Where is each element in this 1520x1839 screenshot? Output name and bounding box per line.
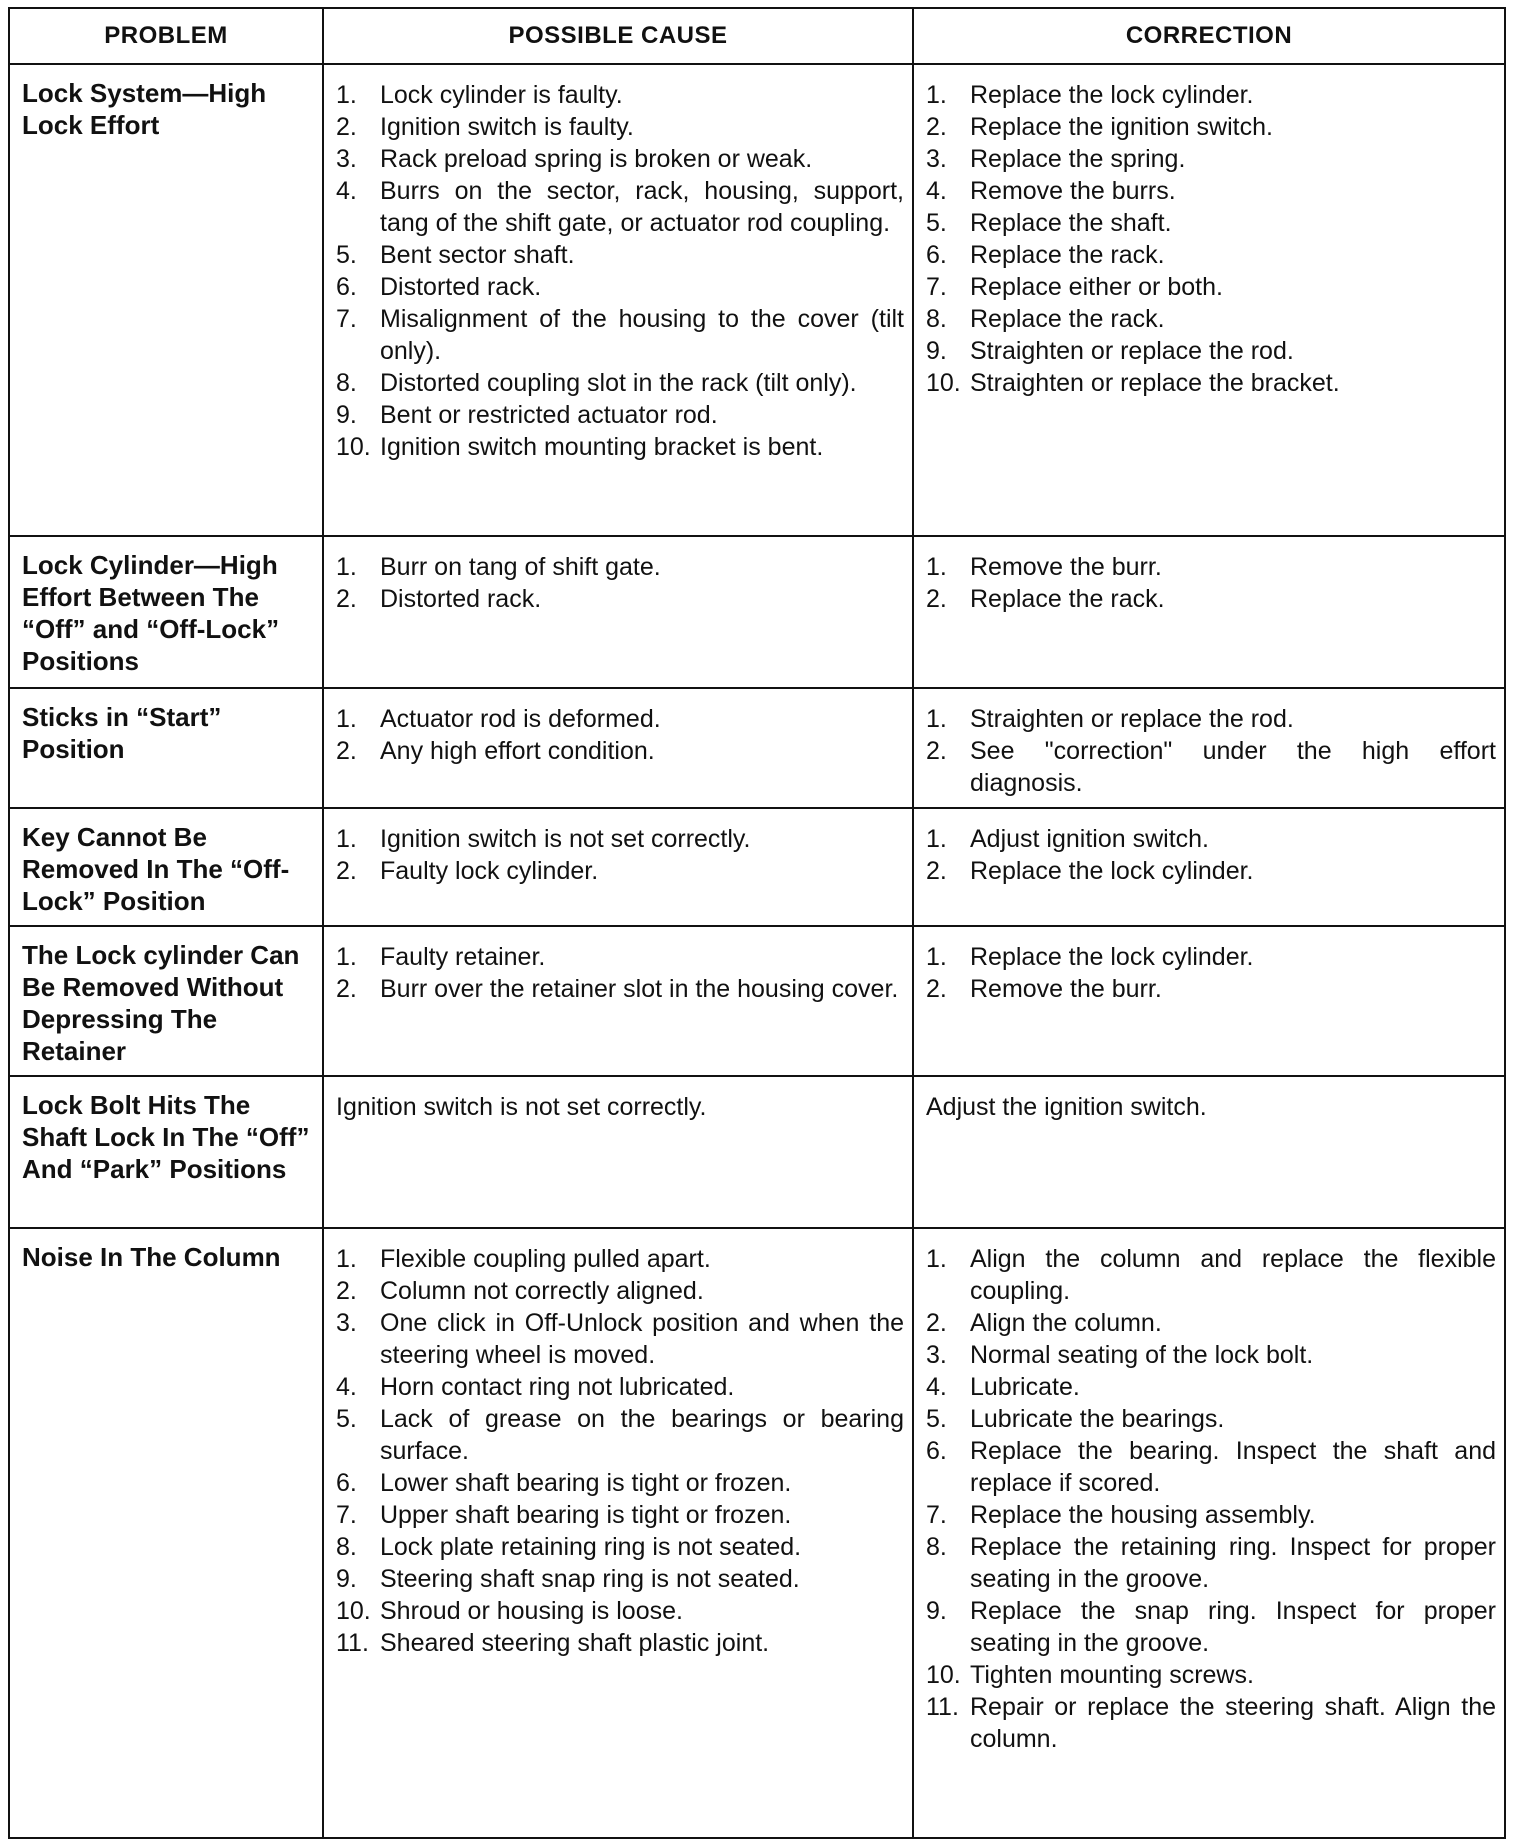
correction-item-text: Normal seating of the lock bolt.	[970, 1341, 1314, 1369]
correction-item	[926, 823, 1496, 855]
correction-item	[926, 1403, 1496, 1435]
cause-item-number: 6.	[336, 273, 357, 301]
problem-text: The Lock cylinder Can Be Removed Without Depressing The Retainer	[22, 940, 300, 1066]
cause-item	[336, 1627, 904, 1659]
correction-item-number: 1.	[926, 81, 947, 109]
correction-item	[926, 79, 1496, 111]
problem-text: Lock System—High Lock Effort	[22, 78, 267, 140]
cause-item-text: Lack of grease on the bearings or bearing surface.	[380, 1405, 904, 1465]
correction-item	[926, 1371, 1496, 1403]
correction-item-number: 8.	[926, 305, 947, 333]
problem-text: Key Cannot Be Removed In The “Off-Lock” Position	[22, 822, 290, 916]
correction-item	[926, 1435, 1496, 1499]
correction-item-number: 1.	[926, 705, 947, 733]
cause-list	[324, 1229, 912, 1667]
correction-item-number: 4.	[926, 1373, 947, 1401]
correction-item-number: 9.	[926, 337, 947, 365]
correction-item-text: Replace the ignition switch.	[970, 113, 1273, 141]
cause-item	[336, 1275, 904, 1307]
cause-item-text: Faulty retainer.	[380, 943, 546, 971]
cause-item-text: Distorted rack.	[380, 273, 542, 301]
correction-item-number: 2.	[926, 975, 947, 1003]
problem-text: Lock Bolt Hits The Shaft Lock In The “Off” And “Park” Positions	[22, 1090, 310, 1184]
correction-item	[926, 855, 1496, 887]
table-row	[9, 688, 1505, 808]
cause-item-number: 8.	[336, 369, 357, 397]
correction-item-number: 10.	[926, 1661, 961, 1689]
cause-item-text: Actuator rod is deformed.	[380, 705, 661, 733]
cause-text: Ignition switch is not set correctly.	[336, 1093, 707, 1121]
correction-item-number: 7.	[926, 273, 947, 301]
correction-item	[926, 175, 1496, 207]
cause-list	[324, 689, 912, 775]
cause-item	[336, 1531, 904, 1563]
cause-item	[336, 735, 904, 767]
correction-list	[914, 537, 1504, 623]
correction-item	[926, 271, 1496, 303]
correction-cell	[913, 1228, 1505, 1838]
correction-item-number: 10.	[926, 369, 961, 397]
cause-item	[336, 551, 904, 583]
correction-item-text: Replace the spring.	[970, 145, 1186, 173]
correction-item-number: 1.	[926, 1245, 947, 1273]
correction-item-number: 3.	[926, 145, 947, 173]
correction-item	[926, 239, 1496, 271]
problem-text: Sticks in “Start” Position	[22, 702, 222, 764]
cause-item-number: 2.	[336, 737, 357, 765]
cause-item	[336, 239, 904, 271]
cause-cell	[323, 1076, 913, 1228]
cause-item-text: Ignition switch is not set correctly.	[380, 825, 751, 853]
cause-item-text: Rack preload spring is broken or weak.	[380, 145, 813, 173]
correction-item-number: 5.	[926, 1405, 947, 1433]
problem-text: Noise In The Column	[22, 1242, 281, 1272]
correction-cell	[913, 64, 1505, 536]
correction-item-text: Remove the burr.	[970, 553, 1162, 581]
correction-list	[914, 1229, 1504, 1763]
correction-item	[926, 1499, 1496, 1531]
cause-item	[336, 1307, 904, 1371]
correction-item	[926, 367, 1496, 399]
correction-item-number: 6.	[926, 1437, 947, 1465]
cause-item-text: Ignition switch is faulty.	[380, 113, 634, 141]
cause-item-text: Column not correctly aligned.	[380, 1277, 704, 1305]
cause-item-text: Sheared steering shaft plastic joint.	[380, 1629, 770, 1657]
cause-item-number: 1.	[336, 943, 357, 971]
cause-item	[336, 823, 904, 855]
correction-list	[914, 809, 1504, 895]
cause-item	[336, 399, 904, 431]
correction-item-text: Straighten or replace the rod.	[970, 705, 1294, 733]
correction-item-text: Straighten or replace the bracket.	[970, 369, 1340, 397]
cause-item	[336, 271, 904, 303]
correction-item-number: 2.	[926, 113, 947, 141]
correction-item	[926, 303, 1496, 335]
cause-item-text: Distorted rack.	[380, 585, 542, 613]
correction-item	[926, 1243, 1496, 1307]
cause-item-text: Lock cylinder is faulty.	[380, 81, 623, 109]
cause-item	[336, 367, 904, 399]
correction-item-number: 5.	[926, 209, 947, 237]
correction-item	[926, 1307, 1496, 1339]
header-problem: PROBLEM	[9, 8, 323, 64]
cause-item-text: Distorted coupling slot in the rack (tilt only).	[380, 369, 857, 397]
correction-item-number: 1.	[926, 553, 947, 581]
cause-item-number: 10.	[336, 1597, 371, 1625]
cause-list	[324, 809, 912, 895]
table-row	[9, 808, 1505, 926]
correction-item	[926, 941, 1496, 973]
problem-cell	[9, 536, 323, 688]
problem-cell	[9, 688, 323, 808]
cause-item-number: 6.	[336, 1469, 357, 1497]
cause-item-text: Misalignment of the housing to the cover (tilt only).	[380, 305, 904, 365]
correction-list	[914, 927, 1504, 1013]
table-row	[9, 1228, 1505, 1838]
cause-item	[336, 175, 904, 239]
cause-item-number: 4.	[336, 177, 357, 205]
correction-item-number: 1.	[926, 943, 947, 971]
correction-item-number: 3.	[926, 1341, 947, 1369]
correction-item-text: Lubricate the bearings.	[970, 1405, 1225, 1433]
correction-item-number: 2.	[926, 585, 947, 613]
problem-cell	[9, 926, 323, 1076]
correction-cell	[913, 536, 1505, 688]
correction-item-text: See "correction" under the high effort diagnosis.	[970, 737, 1496, 797]
cause-item	[336, 79, 904, 111]
cause-item-number: 2.	[336, 1277, 357, 1305]
cause-cell	[323, 64, 913, 536]
cause-item	[336, 1563, 904, 1595]
correction-item-number: 6.	[926, 241, 947, 269]
diagnosis-table	[8, 7, 1506, 1839]
cause-item-number: 2.	[336, 857, 357, 885]
cause-item	[336, 431, 904, 463]
cause-item-text: Horn contact ring not lubricated.	[380, 1373, 735, 1401]
cause-item-number: 8.	[336, 1533, 357, 1561]
correction-item	[926, 1595, 1496, 1659]
cause-item-number: 2.	[336, 113, 357, 141]
cause-item-number: 1.	[336, 553, 357, 581]
cause-cell	[323, 536, 913, 688]
correction-item-text: Remove the burr.	[970, 975, 1162, 1003]
correction-item	[926, 111, 1496, 143]
correction-item-text: Adjust ignition switch.	[970, 825, 1210, 853]
correction-item	[926, 735, 1496, 799]
cause-item-number: 7.	[336, 1501, 357, 1529]
correction-item	[926, 703, 1496, 735]
correction-item-number: 2.	[926, 857, 947, 885]
correction-item-text: Align the column and replace the flexible coupling.	[970, 1245, 1496, 1305]
table-body	[9, 64, 1505, 1838]
header-possible-cause: POSSIBLE CAUSE	[323, 8, 913, 64]
cause-item-text: Upper shaft bearing is tight or frozen.	[380, 1501, 792, 1529]
table-row	[9, 64, 1505, 536]
cause-item	[336, 1595, 904, 1627]
cause-item	[336, 303, 904, 367]
correction-item-text: Align the column.	[970, 1309, 1162, 1337]
correction-item-text: Replace the lock cylinder.	[970, 81, 1254, 109]
cause-item	[336, 703, 904, 735]
cause-item	[336, 973, 904, 1005]
correction-item-text: Replace the shaft.	[970, 209, 1172, 237]
correction-cell	[913, 808, 1505, 926]
header-correction: CORRECTION	[913, 8, 1505, 64]
correction-item-text: Replace the rack.	[970, 241, 1165, 269]
cause-item-number: 2.	[336, 975, 357, 1003]
correction-item-text: Replace the rack.	[970, 585, 1165, 613]
cause-item-number: 5.	[336, 241, 357, 269]
cause-item-number: 10.	[336, 433, 371, 461]
correction-item-text: Replace the bearing. Inspect the shaft and replace if scored.	[970, 1437, 1496, 1497]
cause-item-number: 3.	[336, 1309, 357, 1337]
table-row	[9, 1076, 1505, 1228]
cause-item-number: 4.	[336, 1373, 357, 1401]
cause-item	[336, 1467, 904, 1499]
table-row	[9, 536, 1505, 688]
cause-cell	[323, 1228, 913, 1838]
cause-item	[336, 143, 904, 175]
cause-cell	[323, 688, 913, 808]
cause-list	[324, 927, 912, 1013]
correction-item	[926, 1659, 1496, 1691]
correction-item-number: 7.	[926, 1501, 947, 1529]
cause-item-text: Lower shaft bearing is tight or frozen.	[380, 1469, 792, 1497]
cause-item-text: Burrs on the sector, rack, housing, support, tang of the shift gate, or actuator rod coupling.	[380, 177, 904, 237]
cause-item	[336, 111, 904, 143]
correction-cell	[913, 926, 1505, 1076]
cause-item-text: Bent sector shaft.	[380, 241, 575, 269]
correction-item	[926, 207, 1496, 239]
correction-item	[926, 335, 1496, 367]
cause-item	[336, 1403, 904, 1467]
correction-item-text: Replace the lock cylinder.	[970, 857, 1254, 885]
cause-item-number: 7.	[336, 305, 357, 333]
correction-item-text: Repair or replace the steering shaft. Align the column.	[970, 1693, 1496, 1753]
correction-item	[926, 551, 1496, 583]
cause-item-text: Faulty lock cylinder.	[380, 857, 599, 885]
correction-item	[926, 973, 1496, 1005]
correction-text: Adjust the ignition switch.	[926, 1093, 1207, 1121]
cause-item-number: 1.	[336, 825, 357, 853]
cause-item-text: Shroud or housing is loose.	[380, 1597, 683, 1625]
cause-item-number: 9.	[336, 1565, 357, 1593]
problem-cell	[9, 1228, 323, 1838]
cause-item-text: Burr over the retainer slot in the housing cover.	[380, 975, 899, 1003]
header-row	[9, 8, 1505, 64]
cause-item-text: Any high effort condition.	[380, 737, 655, 765]
correction-item-text: Replace the lock cylinder.	[970, 943, 1254, 971]
cause-item-text: Steering shaft snap ring is not seated.	[380, 1565, 800, 1593]
cause-item-number: 1.	[336, 705, 357, 733]
correction-item-number: 1.	[926, 825, 947, 853]
correction-item-number: 11.	[926, 1693, 959, 1721]
correction-item-text: Replace the snap ring. Inspect for proper seating in the groove.	[970, 1597, 1496, 1657]
cause-item-text: One click in Off-Unlock position and when the steering wheel is moved.	[380, 1309, 904, 1369]
cause-item-number: 5.	[336, 1405, 357, 1433]
correction-cell	[913, 1076, 1505, 1228]
correction-list	[914, 65, 1504, 407]
cause-item	[336, 1243, 904, 1275]
cause-item	[336, 583, 904, 615]
correction-list	[914, 689, 1504, 807]
correction-item	[926, 1531, 1496, 1595]
correction-item-number: 2.	[926, 737, 947, 765]
cause-item-text: Ignition switch mounting bracket is bent.	[380, 433, 824, 461]
cause-item	[336, 855, 904, 887]
table-row	[9, 926, 1505, 1076]
correction-item-text: Tighten mounting screws.	[970, 1661, 1254, 1689]
correction-item	[926, 1691, 1496, 1755]
correction-item-number: 4.	[926, 177, 947, 205]
cause-item	[336, 1499, 904, 1531]
correction-cell	[913, 688, 1505, 808]
cause-cell	[323, 926, 913, 1076]
cause-item	[336, 1371, 904, 1403]
cause-item-number: 11.	[336, 1629, 369, 1657]
cause-item-number: 2.	[336, 585, 357, 613]
correction-item-number: 2.	[926, 1309, 947, 1337]
problem-text: Lock Cylinder—High Effort Between The “Off” and “Off-Lock” Positions	[22, 550, 280, 676]
correction-item-text: Replace either or both.	[970, 273, 1223, 301]
correction-item-number: 8.	[926, 1533, 947, 1561]
cause-item-number: 3.	[336, 145, 357, 173]
cause-item	[336, 941, 904, 973]
correction-item	[926, 143, 1496, 175]
cause-item-number: 1.	[336, 81, 357, 109]
cause-item-number: 1.	[336, 1245, 357, 1273]
cause-item-text: Lock plate retaining ring is not seated.	[380, 1533, 802, 1561]
cause-list	[324, 65, 912, 471]
correction-item-text: Straighten or replace the rod.	[970, 337, 1294, 365]
correction-item	[926, 583, 1496, 615]
cause-list	[324, 537, 912, 623]
cause-item-text: Bent or restricted actuator rod.	[380, 401, 718, 429]
cause-item-number: 9.	[336, 401, 357, 429]
correction-item-text: Remove the burrs.	[970, 177, 1176, 205]
correction-item-number: 9.	[926, 1597, 947, 1625]
problem-cell	[9, 808, 323, 926]
cause-item-text: Flexible coupling pulled apart.	[380, 1245, 711, 1273]
problem-cell	[9, 1076, 323, 1228]
cause-item-text: Burr on tang of shift gate.	[380, 553, 661, 581]
correction-item-text: Replace the rack.	[970, 305, 1165, 333]
problem-cell	[9, 64, 323, 536]
correction-item	[926, 1339, 1496, 1371]
cause-cell	[323, 808, 913, 926]
correction-item-text: Replace the retaining ring. Inspect for proper seating in the groove.	[970, 1533, 1496, 1593]
correction-item-text: Replace the housing assembly.	[970, 1501, 1316, 1529]
correction-item-text: Lubricate.	[970, 1373, 1080, 1401]
